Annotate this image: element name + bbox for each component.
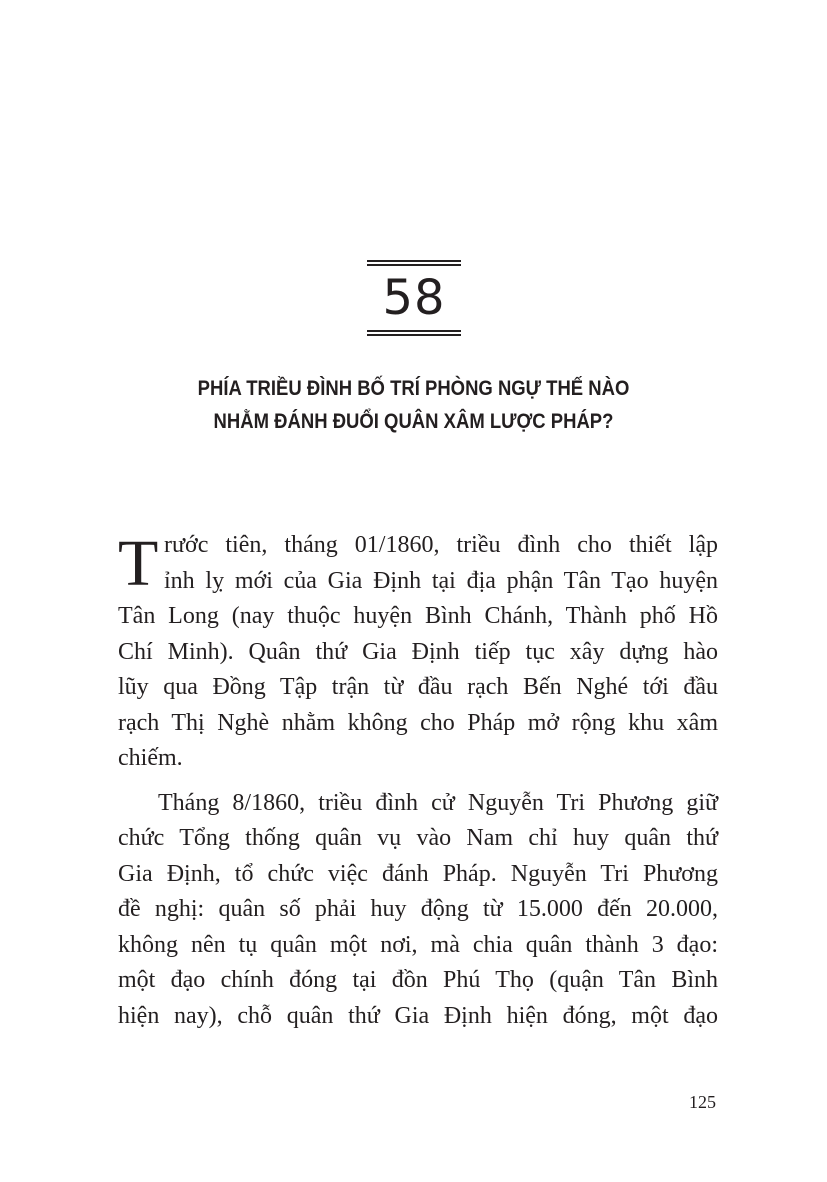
rule-bottom-1: [367, 330, 461, 332]
rule-top-1: [367, 260, 461, 262]
page-number: 125: [689, 1092, 716, 1112]
chapter-number-box: [367, 260, 461, 336]
rule-bottom-2: [367, 334, 461, 336]
paragraph-2: [118, 786, 718, 1035]
text-line: Tháng 8/1860, triều đình cử Nguyễn Tri Phương giữ: [158, 789, 718, 816]
rule-top-2: [367, 264, 461, 266]
drop-cap: T: [118, 527, 159, 600]
text-line: lũy qua Đồng Tập trận từ đầu rạch Bến Nghé tới đầu: [118, 674, 718, 700]
chapter-title-line: PHÍA TRIỀU ĐÌNH BỐ TRÍ PHÒNG NGỰ THẾ NÀO: [197, 376, 630, 400]
chapter-title: [187, 372, 640, 438]
text-line: đề nghị: quân số phải huy động từ 15.000 đến 20.000,: [118, 896, 718, 922]
text-line: chức Tổng thống quân vụ vào Nam chỉ huy quân thứ: [118, 825, 718, 851]
text-line: hiện nay), chỗ quân thứ Gia Định hiện đóng, một đạo: [118, 1002, 718, 1029]
text-line: chiếm.: [118, 745, 183, 771]
text-line: Tân Long (nay thuộc huyện Bình Chánh, Thành phố Hồ: [118, 603, 718, 629]
text-line: một đạo chính đóng tại đồn Phú Thọ (quận Tân Bình: [118, 967, 718, 993]
text-line: rước tiên, tháng 01/1860, triều đình cho thiết lập: [164, 532, 718, 558]
text-line: Gia Định, tổ chức việc đánh Pháp. Nguyễn Tri Phương: [118, 860, 718, 887]
text-line: Chí Minh). Quân thứ Gia Định tiếp tục xây dựng hào: [118, 638, 718, 665]
body-text: [118, 528, 718, 1034]
paragraph-1: [118, 528, 718, 777]
chapter-number: 58: [382, 270, 446, 326]
chapter-title-line: NHẰM ĐÁNH ĐUỔI QUÂN XÂM LƯỢC PHÁP?: [213, 409, 614, 433]
text-line: không nên tụ quân một nơi, mà chia quân thành 3 đạo:: [118, 931, 718, 958]
text-line: ỉnh lỵ mới của Gia Định tại địa phận Tân Tạo huyện: [164, 567, 718, 594]
text-line: rạch Thị Nghè nhằm không cho Pháp mở rộng khu xâm: [118, 709, 718, 736]
